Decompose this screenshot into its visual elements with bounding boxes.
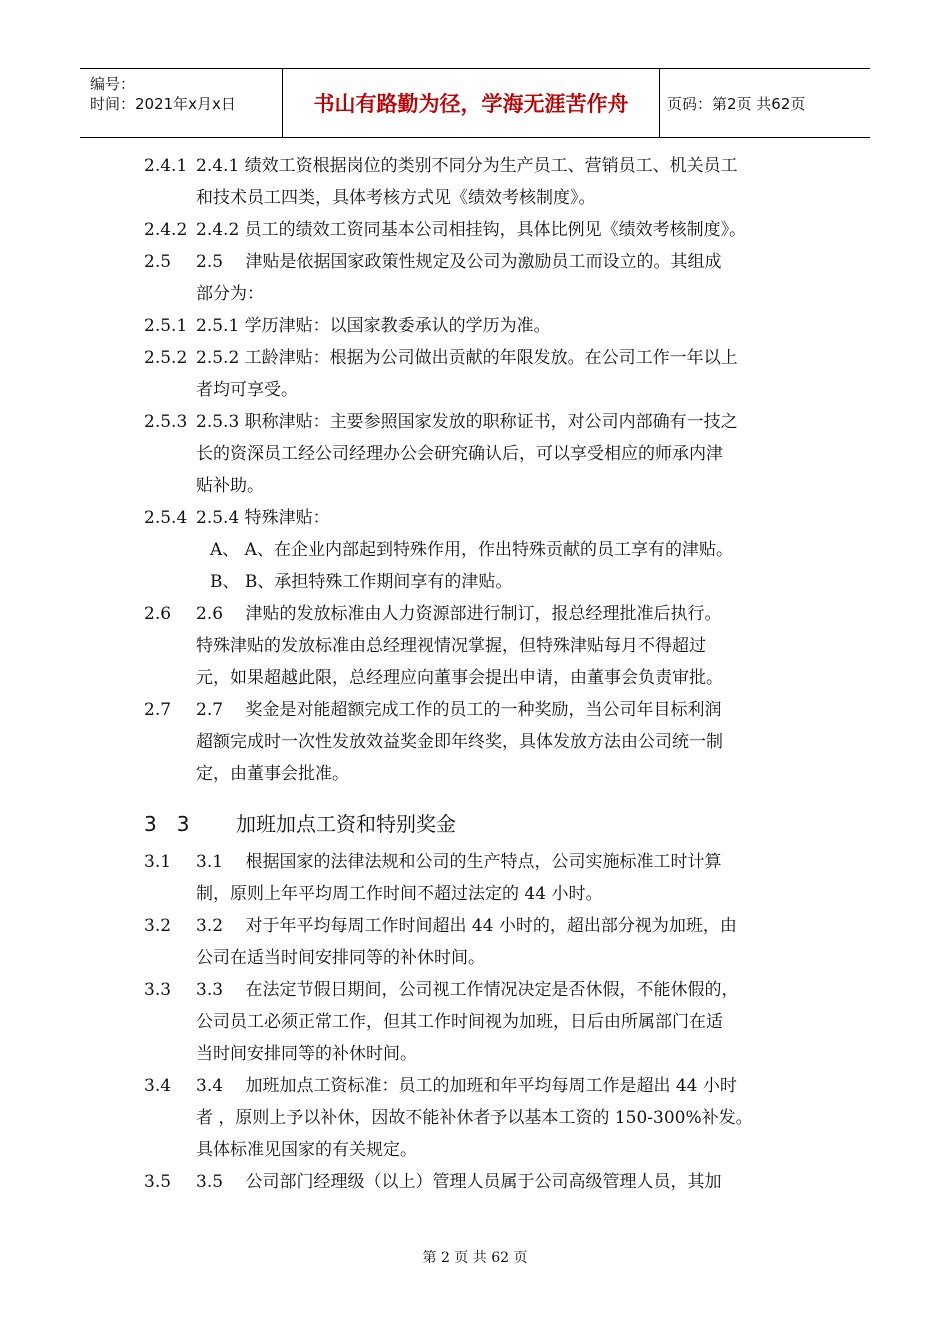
- paragraph-text: [196, 910, 844, 974]
- items-block-3: [144, 846, 844, 1198]
- paragraph-number: 2.4.1: [144, 156, 188, 176]
- paragraph-number: 2.7: [144, 700, 172, 720]
- paragraph-2-5-4: [144, 502, 844, 534]
- paragraph-number: 2.5.4: [144, 508, 188, 528]
- paragraph-text: [196, 1070, 844, 1166]
- text-line: 3.1 根据国家的法律法规和公司的生产特点，公司实施标准工时计算: [196, 852, 722, 872]
- paragraph-2-4-2: [144, 214, 844, 246]
- text-line: 2.5.1 学历津贴：以国家教委承认的学历为准。: [196, 316, 551, 336]
- text-line: 2.5.3 职称津贴：主要参照国家发放的职称证书，对公司内部确有一技之: [196, 412, 738, 432]
- paragraph-3-3: [144, 974, 844, 1070]
- paragraph-2-7: [144, 694, 844, 790]
- sub-item: B、 B、承担特殊工作期间享有的津贴。: [210, 572, 513, 592]
- paragraph-number: 2.4.2: [144, 220, 188, 240]
- paragraph-text: [196, 246, 844, 310]
- page-header: [80, 68, 870, 138]
- text-line: 者均可享受。: [196, 380, 298, 400]
- text-line: 贴补助。: [196, 476, 264, 496]
- text-line: 部分为：: [196, 284, 264, 304]
- text-line: 制，原则上年平均周工作时间不超过法定的 44 小时。: [196, 884, 603, 904]
- text-line: 2.5 津贴是依据国家政策性规定及公司为激励员工而设立的。其组成: [196, 252, 722, 272]
- text-line: 3.3 在法定节假日期间，公司视工作情况决定是否休假，不能休假的，: [196, 980, 739, 1000]
- paragraph-3-1: [144, 846, 844, 910]
- paragraph-text: [196, 406, 844, 502]
- text-line: 具体标准见国家的有关规定。: [196, 1140, 417, 1160]
- header-date: 时间：2021年x月x日: [90, 95, 236, 113]
- section-number: 3 3: [144, 812, 190, 836]
- paragraph-number: 2.6: [144, 604, 172, 624]
- paragraph-text: [196, 150, 844, 214]
- paragraph-2-4-1: [144, 150, 844, 214]
- paragraph-2-5: [144, 246, 844, 310]
- items-block-1: [144, 150, 844, 534]
- header-meta: [80, 69, 282, 137]
- text-line: 者 ，原则上予以补休，因故不能补休者予以基本工资的 150-300%补发。: [196, 1108, 753, 1128]
- paragraph-2-6: [144, 598, 844, 694]
- text-line: 2.4.2 员工的绩效工资同基本公司相挂钩，具体比例见《绩效考核制度》。: [196, 220, 747, 240]
- sub-item: A、 A、在企业内部起到特殊作用，作出特殊贡献的员工享有的津贴。: [210, 540, 733, 560]
- paragraph-number: 3.4: [144, 1076, 172, 1096]
- paragraph-2-5-1: [144, 310, 844, 342]
- paragraph-3-4: [144, 1070, 844, 1166]
- text-line: 2.5.4 特殊津贴：: [196, 508, 330, 528]
- header-page-info: 页码：第2页 共62页: [667, 94, 806, 113]
- paragraph-number: 3.1: [144, 852, 172, 872]
- text-line: 2.5.2 工龄津贴：根据为公司做出贡献的年限发放。在公司工作一年以上: [196, 348, 738, 368]
- paragraph-text: [196, 1166, 844, 1198]
- header-code: 编号：: [90, 75, 136, 93]
- paragraph-number: 3.5: [144, 1172, 172, 1192]
- paragraph-2-5-3: [144, 406, 844, 502]
- paragraph-number: 2.5: [144, 252, 172, 272]
- paragraph-text: [196, 694, 844, 790]
- paragraph-number: 2.5.1: [144, 316, 188, 336]
- text-line: 元，如果超越此限，总经理应向董事会提出申请，由董事会负责审批。: [196, 668, 723, 688]
- paragraph-number: 3.2: [144, 916, 172, 936]
- paragraph-text: [196, 974, 844, 1070]
- paragraph-text: [196, 846, 844, 910]
- text-line: 特殊津贴的发放标准由总经理视情况掌握，但特殊津贴每月不得超过: [196, 636, 706, 656]
- paragraph-number: 2.5.3: [144, 412, 188, 432]
- text-line: 3.2 对于年平均每周工作时间超出 44 小时的，超出部分视为加班，由: [196, 916, 737, 936]
- text-line: 超额完成时一次性发放效益奖金即年终奖，具体发放方法由公司统一制: [196, 732, 723, 752]
- paragraph-text: [196, 310, 844, 342]
- text-line: 2.6 津贴的发放标准由人力资源部进行制订，报总经理批准后执行。: [196, 604, 722, 624]
- sub-items-block: [144, 534, 844, 598]
- paragraph-3-5: [144, 1166, 844, 1198]
- text-line: 公司员工必须正常工作，但其工作时间视为加班，日后由所属部门在适: [196, 1012, 723, 1032]
- document-body: [144, 150, 844, 1198]
- paragraph-text: [196, 342, 844, 406]
- paragraph-3-2: [144, 910, 844, 974]
- paragraph-text: [196, 502, 844, 534]
- header-motto: 书山有路勤为径，学海无涯苦作舟: [282, 69, 660, 137]
- page-footer: 第 2 页 共 62 页: [422, 1250, 528, 1266]
- text-line: 公司在适当时间安排同等的补休时间。: [196, 948, 485, 968]
- text-line: 长的资深员工经公司经理办公会研究确认后，可以享受相应的师承内津: [196, 444, 723, 464]
- items-block-2: [144, 598, 844, 790]
- text-line: 当时间安排同等的补休时间。: [196, 1044, 417, 1064]
- text-line: 3.5 公司部门经理级（以上）管理人员属于公司高级管理人员，其加: [196, 1172, 722, 1192]
- text-line: 2.7 奖金是对能超额完成工作的员工的一种奖励，当公司年目标利润: [196, 700, 722, 720]
- paragraph-text: [196, 598, 844, 694]
- paragraph-number: 2.5.2: [144, 348, 188, 368]
- paragraph-text: [196, 214, 844, 246]
- paragraph-2-5-2: [144, 342, 844, 406]
- text-line: 3.4 加班加点工资标准：员工的加班和年平均每周工作是超出 44 小时: [196, 1076, 737, 1096]
- section-title: 加班加点工资和特别奖金: [236, 812, 456, 836]
- section-heading: [144, 808, 844, 840]
- paragraph-number: 3.3: [144, 980, 172, 1000]
- text-line: 2.4.1 绩效工资根据岗位的类别不同分为生产员工、营销员工、机关员工: [196, 156, 738, 176]
- text-line: 定，由董事会批准。: [196, 764, 349, 784]
- text-line: 和技术员工四类，具体考核方式见《绩效考核制度》。: [196, 188, 596, 208]
